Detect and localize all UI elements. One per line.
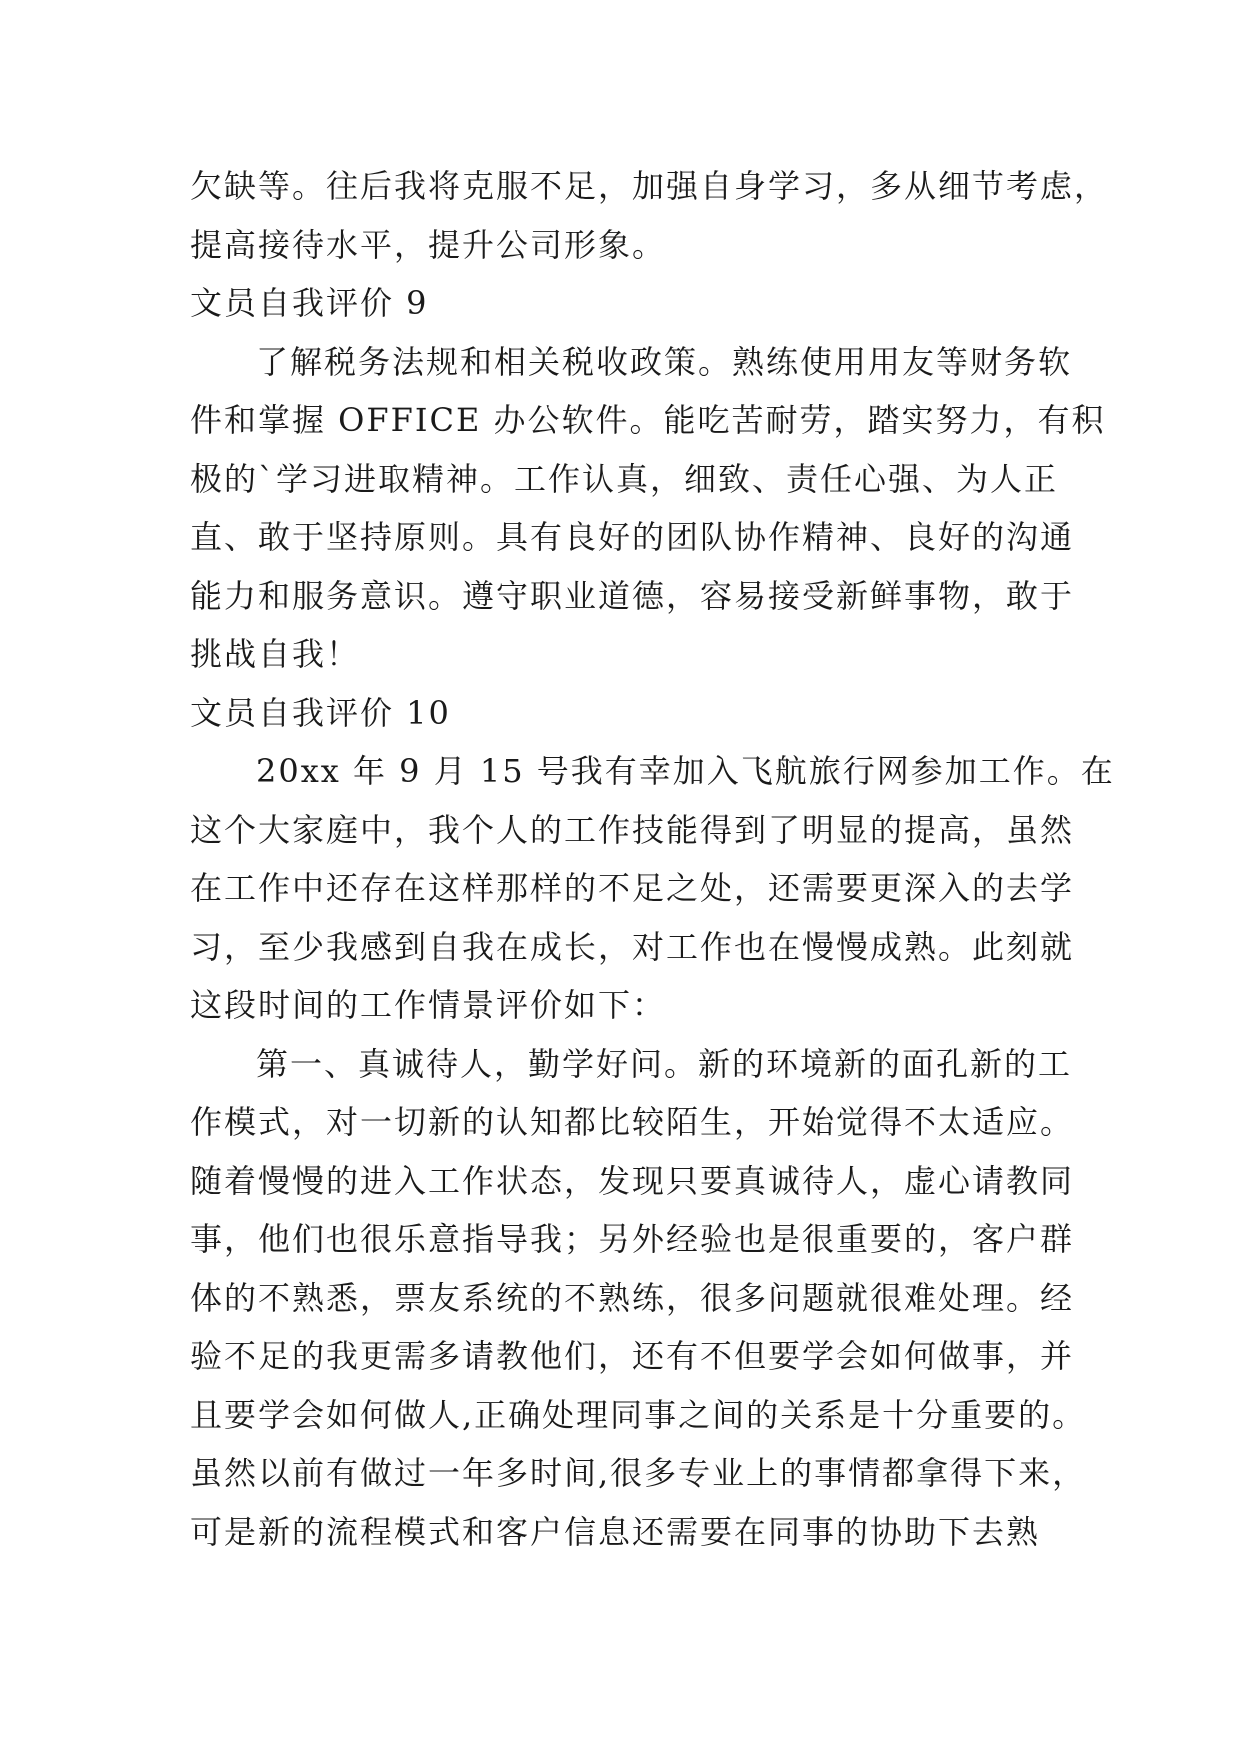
paragraph-line: 事，他们也很乐意指导我；另外经验也是很重要的，客户群 (190, 1220, 1075, 1258)
paragraph-line: 20xx 年 9 月 15 号我有幸加入飞航旅行网参加工作。在 (256, 752, 1115, 790)
document-body (190, 157, 1115, 1561)
section-heading: 文员自我评价 10 (190, 693, 451, 732)
paragraph-line: 作模式，对一切新的认知都比较陌生，开始觉得不太适应。 (190, 1103, 1075, 1141)
paragraph-line: 在工作中还存在这样那样的不足之处，还需要更深入的去学 (190, 869, 1075, 907)
paragraph-line: 挑战自我！ (190, 635, 361, 673)
paragraph-line: 这个大家庭中，我个人的工作技能得到了明显的提高，虽然 (190, 810, 1075, 849)
paragraph-line: 了解税务法规和相关税收政策。熟练使用用友等财务软 (256, 342, 1073, 381)
paragraph-line: 能力和服务意识。遵守职业道德，容易接受新鲜事物，敢于 (190, 576, 1075, 615)
paragraph-line: 随着慢慢的进入工作状态，发现只要真诚待人，虚心请教同 (190, 1161, 1075, 1200)
paragraph-line: 且要学会如何做人,正确处理同事之间的关系是十分重要的。 (190, 1395, 1087, 1434)
section-heading: 文员自我评价 9 (190, 284, 429, 322)
paragraph-line: 习，至少我感到自我在成长，对工作也在慢慢成熟。此刻就 (190, 927, 1075, 966)
paragraph-line: 件和掌握 OFFICE 办公软件。能吃苦耐劳，踏实努力，有积 (190, 401, 1106, 439)
paragraph-line: 提高接待水平，提升公司形象。 (190, 225, 667, 264)
paragraph-line: 验不足的我更需多请教他们，还有不但要学会如何做事，并 (190, 1337, 1075, 1375)
paragraph-line: 第一、真诚待人，勤学好问。新的环境新的面孔新的工 (256, 1044, 1073, 1083)
paragraph-line: 极的`学习进取精神。工作认真，细致、责任心强、为人正 (190, 459, 1059, 498)
paragraph-line: 虽然以前有做过一年多时间,很多专业上的事情都拿得下来， (190, 1454, 1087, 1492)
paragraph-line: 这段时间的工作情景评价如下： (190, 986, 667, 1024)
paragraph-line: 可是新的流程模式和客户信息还需要在同事的协助下去熟 (190, 1512, 1041, 1551)
paragraph-line: 欠缺等。往后我将克服不足，加强自身学习，多从细节考虑， (190, 167, 1109, 205)
paragraph-line: 体的不熟悉，票友系统的不熟练，很多问题就很难处理。经 (190, 1278, 1075, 1317)
paragraph-line: 直、敢于坚持原则。具有良好的团队协作精神、良好的沟通 (190, 518, 1075, 556)
